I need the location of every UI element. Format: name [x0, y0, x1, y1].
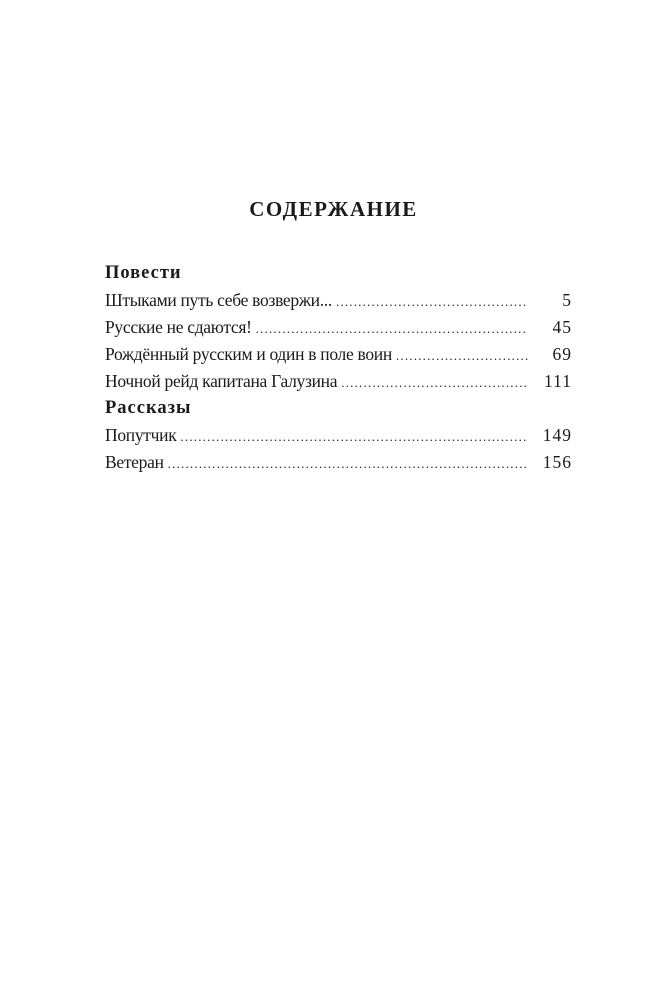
page-title: СОДЕРЖАНИЕ — [249, 197, 418, 221]
toc-entry — [105, 314, 572, 341]
toc-entry — [105, 422, 572, 449]
entry-title: Русские не сдаются! — [105, 317, 252, 337]
dot-leader — [180, 423, 528, 450]
entry-title: Ветеран — [105, 452, 164, 472]
dot-leader — [341, 369, 528, 396]
toc-entry — [105, 287, 572, 314]
dot-leader — [396, 342, 528, 369]
entry-page: 69 — [552, 344, 572, 364]
entry-page: 111 — [544, 371, 572, 391]
entry-title: Попутчик — [105, 425, 177, 445]
dot-leader — [336, 288, 528, 315]
entry-title: Ночной рейд капитана Галузина — [105, 371, 338, 391]
entry-page: 156 — [542, 452, 572, 472]
entry-title: Штыками путь себе возвержи... — [105, 290, 332, 310]
toc-entry — [105, 368, 572, 395]
toc-entry — [105, 341, 572, 368]
entry-page: 5 — [562, 290, 572, 310]
section-heading: Повести — [105, 263, 182, 283]
entry-title: Рождённый русским и один в поле воин — [105, 344, 392, 364]
section-heading: Рассказы — [105, 398, 192, 418]
entry-page: 149 — [542, 425, 572, 445]
toc-entry — [105, 449, 572, 476]
entry-page: 45 — [552, 317, 572, 337]
dot-leader — [168, 450, 528, 477]
dot-leader — [256, 315, 528, 342]
table-of-contents — [105, 260, 572, 476]
